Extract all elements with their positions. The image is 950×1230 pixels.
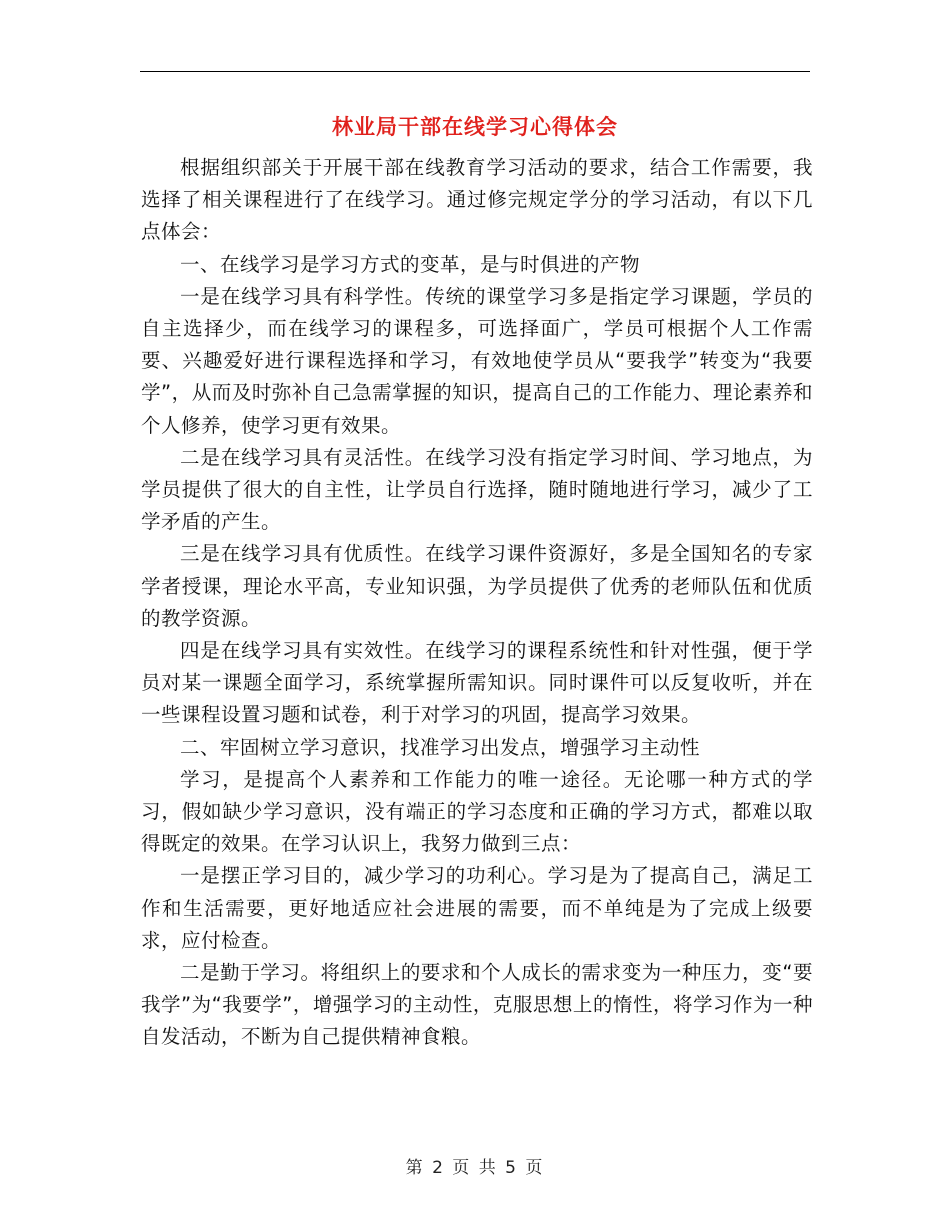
page-number-footer: 第 2 页 共 5 页 xyxy=(405,1158,545,1178)
header-rule xyxy=(140,71,810,72)
intro-paragraph: 根据组织部关于开展干部在线教育学习活动的要求，结合工作需要，我选择了相关课程进行了在线学习。通过修完规定学分的学习活动，有以下几点体会： xyxy=(141,156,813,244)
body-paragraph: 二是在线学习具有灵活性。在线学习没有指定学习时间、学习地点，为学员提供了很大的自主性，让学员自行选择，随时随地进行学习，减少了工学矛盾的产生。 xyxy=(141,445,813,534)
body-paragraph: 三是在线学习具有优质性。在线学习课件资源好，多是全国知名的专家学者授课，理论水平高，专业知识强，为学员提供了优秀的老师队伍和优质的教学资源。 xyxy=(141,542,813,630)
body-paragraph: 二是勤于学习。将组织上的要求和个人成长的需求变为一种压力，变“要我学”为“我要学”，增强学习的主动性，克服思想上的惰性，将学习作为一种自发活动，不断为自己提供精神食粮。 xyxy=(141,961,813,1049)
document-title: 林业局干部在线学习心得体会 xyxy=(332,115,618,139)
body-paragraph: 四是在线学习具有实效性。在线学习的课程系统性和针对性强，便于学员对某一课题全面学习，系统掌握所需知识。同时课件可以反复收听，并在一些课程设置习题和试卷，利于对学习的巩固，提高学习效果。 xyxy=(141,639,813,727)
body-paragraph: 一是摆正学习目的，减少学习的功利心。学习是为了提高自己，满足工作和生活需要，更好地适应社会进展的需要，而不单纯是为了完成上级要求，应付检查。 xyxy=(141,864,813,952)
body-paragraph: 一是在线学习具有科学性。传统的课堂学习多是指定学习课题，学员的自主选择少，而在线学习的课程多，可选择面广，学员可根据个人工作需要、兴趣爱好进行课程选择和学习，有效地使学员从“要我学”转变为“我要学”，从而及时弥补自己急需掌握的知识，提高自己的工作能力、理论素养和个人修养，使学习更有效果。 xyxy=(141,284,813,437)
document-body xyxy=(141,152,813,1054)
section-heading-1: 一、在线学习是学习方式的变革，是与时俱进的产物 xyxy=(180,252,641,276)
body-paragraph: 学习，是提高个人素养和工作能力的唯一途径。无论哪一种方式的学习，假如缺少学习意识，没有端正的学习态度和正确的学习方式，都难以取得既定的效果。在学习认识上，我努力做到三点： xyxy=(141,767,813,856)
section-heading-2: 二、牢固树立学习意识，找准学习出发点，增强学习主动性 xyxy=(180,735,701,759)
